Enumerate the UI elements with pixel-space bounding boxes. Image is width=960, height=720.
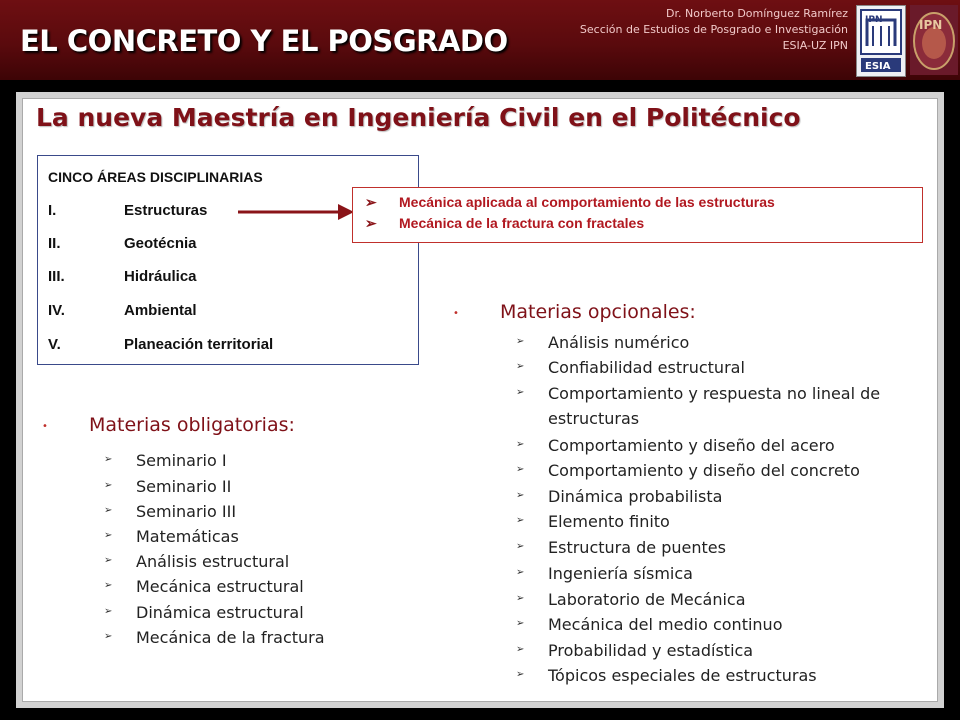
arrowhead-icon: ➢ — [516, 336, 525, 347]
header-title: EL CONCRETO Y EL POSGRADO — [20, 24, 508, 58]
list-item-label: Dinámica estructural — [136, 603, 304, 622]
area-label: Planeación territorial — [124, 336, 274, 353]
author-info — [580, 6, 848, 54]
author-section: Sección de Estudios de Posgrado e Investigación — [579, 23, 848, 36]
author-name: Dr. Norberto Domínguez Ramírez — [666, 7, 848, 20]
list-item-label: Elemento finito — [548, 512, 670, 531]
list-item-label: Análisis numérico — [548, 333, 690, 352]
arrowhead-icon: ➢ — [516, 387, 525, 398]
list-item-label: Probabilidad y estadística — [548, 641, 754, 660]
arrowhead-icon: ➢ — [516, 618, 525, 629]
arrowhead-icon: ➢ — [516, 593, 525, 604]
arrowhead-icon: ➢ — [104, 480, 113, 491]
area-label: Hidráulica — [124, 268, 197, 285]
list-item-label: Seminario III — [136, 502, 237, 521]
slide-title: La nueva Maestría en Ingeniería Civil en el Politécnico — [36, 103, 801, 132]
arrow-icon — [236, 198, 356, 228]
area-number: I. — [48, 202, 57, 219]
structure-topic — [365, 194, 775, 211]
list-item-label: Comportamiento y respuesta no lineal de — [548, 384, 881, 403]
arrowhead-icon: ➢ — [104, 606, 113, 617]
arrowhead-icon: ➢ — [104, 555, 113, 566]
area-item — [48, 202, 207, 219]
logo-ipn-mini-text: IPN — [865, 15, 883, 25]
esia-logo — [856, 5, 906, 77]
area-number: II. — [48, 235, 61, 252]
structure-topic — [365, 215, 644, 232]
arrowhead-icon: ➢ — [516, 490, 525, 501]
opcionales-heading: Materias opcionales: — [500, 301, 696, 323]
list-item-label: Seminario I — [136, 451, 227, 470]
ipn-logo — [910, 5, 958, 75]
arrowhead-icon: ➢ — [516, 361, 525, 372]
area-label: Geotécnia — [124, 235, 197, 252]
list-item-label: Análisis estructural — [136, 552, 290, 571]
arrowhead-icon: ➢ — [516, 669, 525, 680]
list-item-label: Comportamiento y diseño del acero — [548, 436, 835, 455]
list-item-label: Seminario II — [136, 477, 232, 496]
area-item — [48, 268, 197, 285]
arrowhead-icon: ➢ — [516, 567, 525, 578]
arrowhead-icon: ➢ — [516, 439, 525, 450]
areas-title: CINCO ÁREAS DISCIPLINARIAS — [48, 169, 263, 185]
list-item-label: Mecánica estructural — [136, 577, 304, 596]
bullet-icon: • — [453, 308, 459, 319]
arrowhead-icon: ➢ — [104, 530, 113, 541]
arrowhead-icon: ➢ — [516, 541, 525, 552]
structure-topic-label: Mecánica aplicada al comportamiento de las estructuras — [399, 194, 775, 210]
arrowhead-icon: ➢ — [104, 454, 113, 465]
arrowhead-icon: ➢ — [104, 505, 113, 516]
area-number: V. — [48, 336, 61, 353]
logo-esia-text: ESIA — [865, 61, 891, 72]
structure-topic-label: Mecánica de la fractura con fractales — [399, 215, 645, 231]
area-item — [48, 336, 273, 353]
arrowhead-icon: ➢ — [365, 194, 377, 210]
area-label: Estructuras — [124, 202, 208, 219]
area-number: IV. — [48, 302, 65, 319]
area-item — [48, 235, 197, 252]
list-item-label: Laboratorio de Mecánica — [548, 590, 746, 609]
obligatorias-heading: Materias obligatorias: — [89, 414, 295, 436]
list-item-label: Estructura de puentes — [548, 538, 726, 557]
logo-ipn-text: IPN — [919, 18, 943, 32]
list-item-label: Confiabilidad estructural — [548, 358, 745, 377]
area-item — [48, 302, 197, 319]
arrowhead-icon: ➢ — [516, 464, 525, 475]
list-item-label: Matemáticas — [136, 527, 239, 546]
list-item-label: Dinámica probabilista — [548, 487, 723, 506]
list-item-label: Comportamiento y diseño del concreto — [548, 461, 860, 480]
structures-box — [352, 187, 923, 243]
arrowhead-icon: ➢ — [516, 644, 525, 655]
list-item-label: Mecánica de la fractura — [136, 628, 325, 647]
header-bar — [0, 0, 960, 80]
arrowhead-icon: ➢ — [104, 580, 113, 591]
list-item-label: Ingeniería sísmica — [548, 564, 693, 583]
arrowhead-icon: ➢ — [516, 515, 525, 526]
arrowhead-icon: ➢ — [365, 215, 377, 231]
area-label: Ambiental — [124, 302, 197, 319]
author-school: ESIA-UZ IPN — [782, 39, 848, 52]
list-item-label: estructuras — [548, 409, 640, 428]
bullet-icon: • — [42, 421, 48, 432]
list-item-label: Tópicos especiales de estructuras — [548, 666, 817, 685]
arrowhead-icon: ➢ — [104, 631, 113, 642]
area-number: III. — [48, 268, 65, 285]
list-item-label: Mecánica del medio continuo — [548, 615, 783, 634]
